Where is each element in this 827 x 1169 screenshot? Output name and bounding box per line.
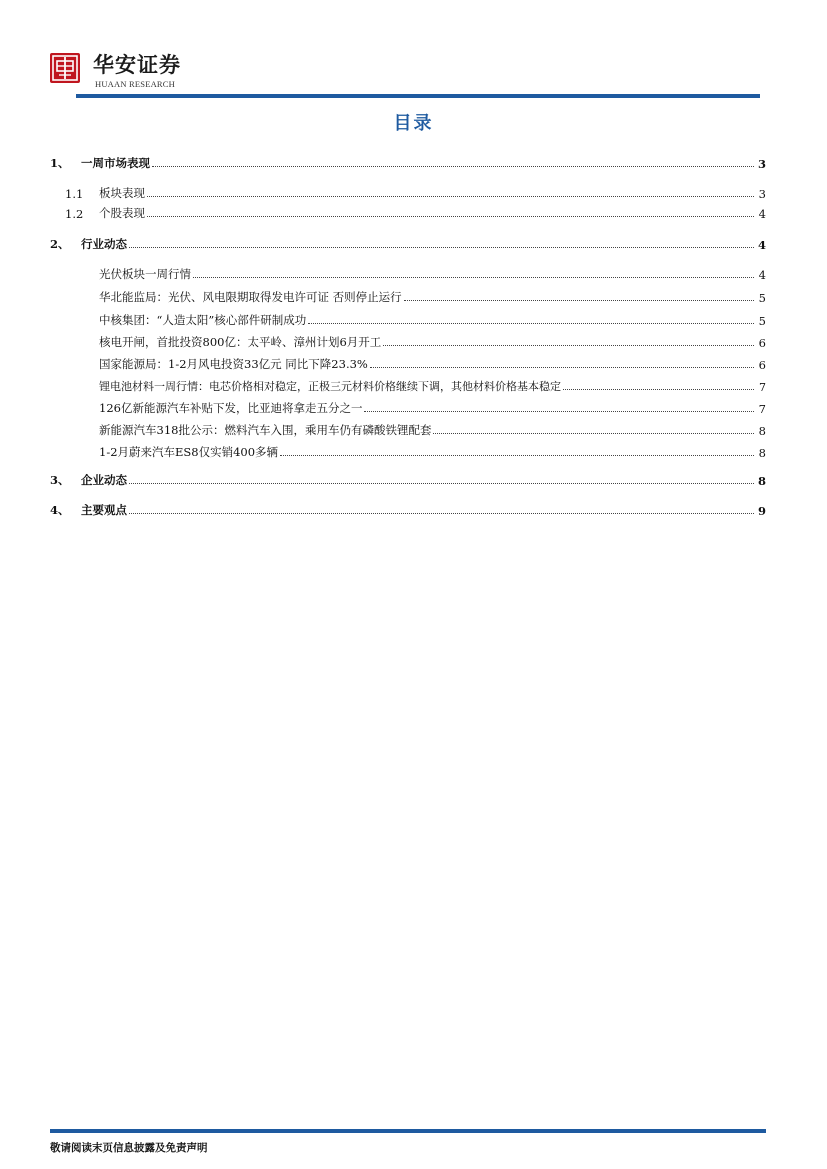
toc-leader-dots (193, 277, 754, 278)
toc-entry-page: 8 (758, 446, 766, 460)
toc-entry-label: 核电开闸，首批投资800亿：太平岭、漳州计划6月开工 (99, 335, 382, 349)
huaan-logo-icon (50, 53, 80, 83)
toc-entry[interactable] (99, 332, 766, 350)
toc-entry[interactable] (99, 442, 766, 460)
toc-entry[interactable] (50, 500, 766, 518)
toc-entry[interactable] (99, 398, 766, 416)
toc-entry-label: 企业动态 (81, 473, 127, 487)
toc-entry-page: 9 (757, 504, 766, 518)
toc-leader-dots (563, 389, 754, 390)
toc-entry-page: 4 (758, 207, 766, 221)
toc-entry-label: 锂电池材料一周行情：电芯价格相对稳定，正极三元材料价格继续下调，其他材料价格基本稳定 (99, 380, 561, 393)
toc-leader-dots (370, 367, 754, 368)
toc-entry-label: 光伏板块一周行情 (99, 267, 191, 281)
toc-entry-page: 6 (758, 336, 766, 350)
toc-entry[interactable] (50, 234, 766, 252)
toc-entry-number: 3、 (50, 473, 70, 487)
toc-leader-dots (308, 323, 754, 324)
toc-entry-page: 7 (758, 402, 766, 416)
toc-entry[interactable] (99, 287, 766, 305)
toc-entry-label: 1-2月蔚来汽车ES8仅实销400多辆 (99, 445, 279, 459)
toc-leader-dots (404, 300, 754, 301)
footer-disclaimer: 敬请阅读末页信息披露及免责声明 (50, 1142, 208, 1154)
toc-entry[interactable] (99, 264, 766, 282)
toc-entry[interactable] (50, 470, 766, 488)
toc-entry[interactable] (99, 420, 766, 438)
toc-entry[interactable] (65, 183, 766, 201)
toc-entry-label: 一周市场表现 (81, 156, 150, 170)
toc-entry-label: 中核集团：“人造太阳”核心部件研制成功 (99, 313, 307, 327)
toc-leader-dots (129, 483, 754, 484)
toc-entry-label: 个股表现 (99, 206, 145, 220)
toc-leader-dots (383, 345, 754, 346)
header-divider (76, 94, 760, 98)
toc-entry-label: 主要观点 (81, 503, 127, 517)
toc-leader-dots (433, 433, 754, 434)
toc-entry-page: 7 (759, 381, 766, 394)
toc-entry-label: 华北能监局：光伏、风电限期取得发电许可证 否则停止运行 (99, 290, 402, 304)
toc-entry[interactable] (65, 203, 766, 221)
toc-entry-page: 4 (758, 268, 766, 282)
toc-leader-dots (364, 411, 754, 412)
toc-entry-page: 5 (758, 291, 766, 305)
toc-entry-number: 1.2 (65, 207, 84, 221)
toc-title: 目录 (393, 113, 434, 134)
toc-entry-page: 8 (758, 424, 766, 438)
toc-entry-number: 2、 (50, 237, 70, 251)
footer-divider (50, 1129, 766, 1133)
toc-entry-page: 6 (758, 358, 766, 372)
toc-leader-dots (147, 216, 754, 217)
toc-entry-label: 国家能源局：1-2月风电投资33亿元 同比下降23.3% (99, 357, 368, 371)
toc-leader-dots (147, 196, 754, 197)
toc-entry[interactable] (99, 376, 766, 394)
page-header (0, 0, 827, 100)
toc-entry-label: 126亿新能源汽车补贴下发，比亚迪将拿走五分之一 (99, 401, 363, 415)
toc-entry-number: 1、 (50, 156, 70, 170)
toc-entry-label: 新能源汽车318批公示：燃料汽车入围，乘用车仍有磷酸铁锂配套 (99, 423, 432, 437)
toc-entry-label: 行业动态 (81, 237, 127, 251)
toc-entry-page: 3 (758, 187, 766, 201)
toc-leader-dots (152, 166, 754, 167)
toc-leader-dots (129, 247, 754, 248)
brand-name: 华安证券 (93, 52, 181, 77)
toc-entry-number: 4、 (50, 503, 70, 517)
toc-entry[interactable] (50, 153, 766, 171)
toc-entry-number: 1.1 (65, 187, 84, 201)
toc-entry-page: 5 (758, 314, 766, 328)
toc-entry-page: 3 (757, 157, 766, 171)
toc-leader-dots (129, 513, 754, 514)
toc-entry-label: 板块表现 (99, 186, 145, 200)
brand-subtitle: HUAAN RESEARCH (95, 79, 176, 89)
toc-entry[interactable] (99, 354, 766, 372)
toc-entry-page: 8 (757, 474, 766, 488)
toc-entry[interactable] (99, 310, 766, 328)
toc-entry-page: 4 (757, 238, 766, 252)
toc-leader-dots (280, 455, 754, 456)
